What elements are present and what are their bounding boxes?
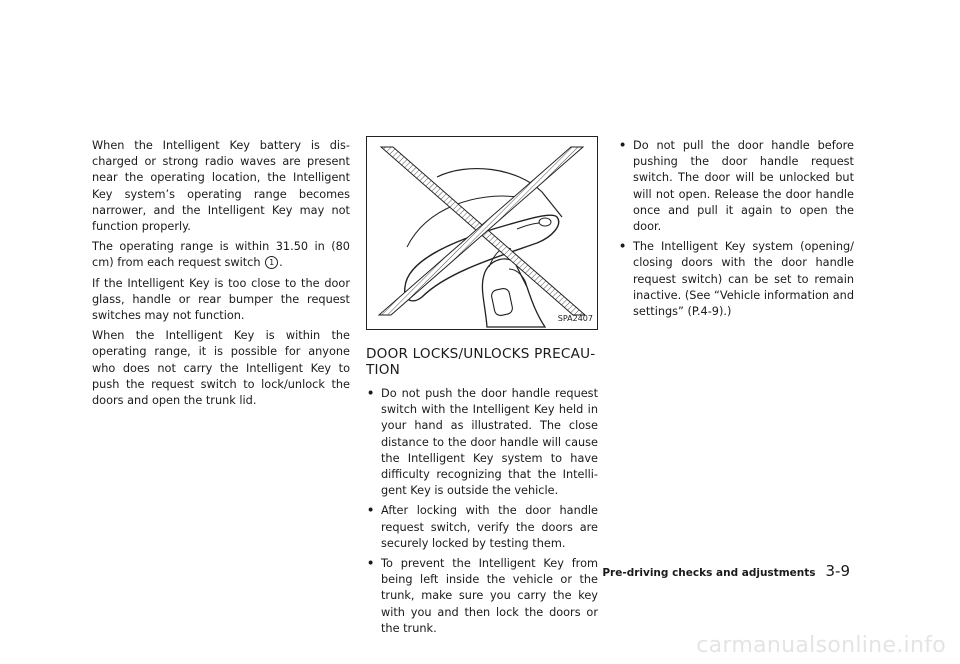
footer-section-title: Pre-driving checks and adjustments [602,567,816,579]
bullet-marker: • [619,240,627,254]
paragraph-battery: When the Intelligent Key battery is dis-charged or strong radio waves are present near the operating location, the Intelligent Key system’s operating range becomes narrower, and the Intelligent Key may not function properly. [92,139,350,234]
bullet-item [366,556,598,637]
illustration-figure [366,136,598,330]
bullet-list-right [618,138,854,320]
page-footer [602,562,850,580]
section-heading: DOOR LOCKS/UNLOCKS PRECAU-TION [366,346,596,378]
bullet-text: The Intelligent Key system (opening/ closing doors with the door handle request switch) can be set to remain inactive. (See “Vehicle information and settings” (P.4-9).) [633,240,854,319]
bullet-marker: • [367,387,375,400]
callout-suffix: . [279,256,283,270]
right-column [618,138,854,324]
door-handle-illustration [367,137,597,329]
bullet-text: Do not push the door handle request switch with the Intelligent Key held in your hand as illustrated. The close distance to the door handle will cause the Intelligent Key system to have difficulty recognizing that the Intelli-gent Key is outside the vehicle. [381,387,598,498]
bullet-list-mid [366,386,598,637]
paragraph-too-close: If the Intelligent Key is too close to the door glass, handle or rear bumper the request switches may not function. [92,276,350,323]
bullet-item [618,138,854,235]
paragraph-operating-range [92,239,350,271]
paragraph-anyone: When the Intelligent Key is within the operating range, it is possible for anyone who does not carry the Intelligent Key to push the request switch to lock/unlock the doors and open the trunk lid. [92,329,350,408]
operating-range-text: The operating range is within 31.50 in (80 cm) from each request switch [92,240,350,270]
bullet-text: Do not pull the door handle before pushing the door handle request switch. The door will be unlocked but will not open. Release the door handle once and pull it again to open the door. [633,139,854,234]
bullet-text: To prevent the Intelligent Key from being left inside the vehicle or the trunk, make sure you carry the key with you and then lock the doors or the trunk. [381,557,598,635]
bullet-marker: • [367,504,375,518]
bullet-marker: • [367,557,375,571]
left-column [92,138,350,413]
page-number: 3-9 [825,562,850,580]
bullet-marker: • [619,139,627,152]
bullet-item [366,386,598,499]
bullet-text: After locking with the door handle request switch, verify the doors are securely locked by testing them. [381,504,598,550]
bullet-item [618,239,854,320]
watermark: carmanualsonline.info [696,633,946,658]
middle-column [366,136,598,641]
callout-1-badge: 1 [265,256,278,269]
figure-code: SPA2407 [557,313,593,323]
bullet-item [366,503,598,552]
